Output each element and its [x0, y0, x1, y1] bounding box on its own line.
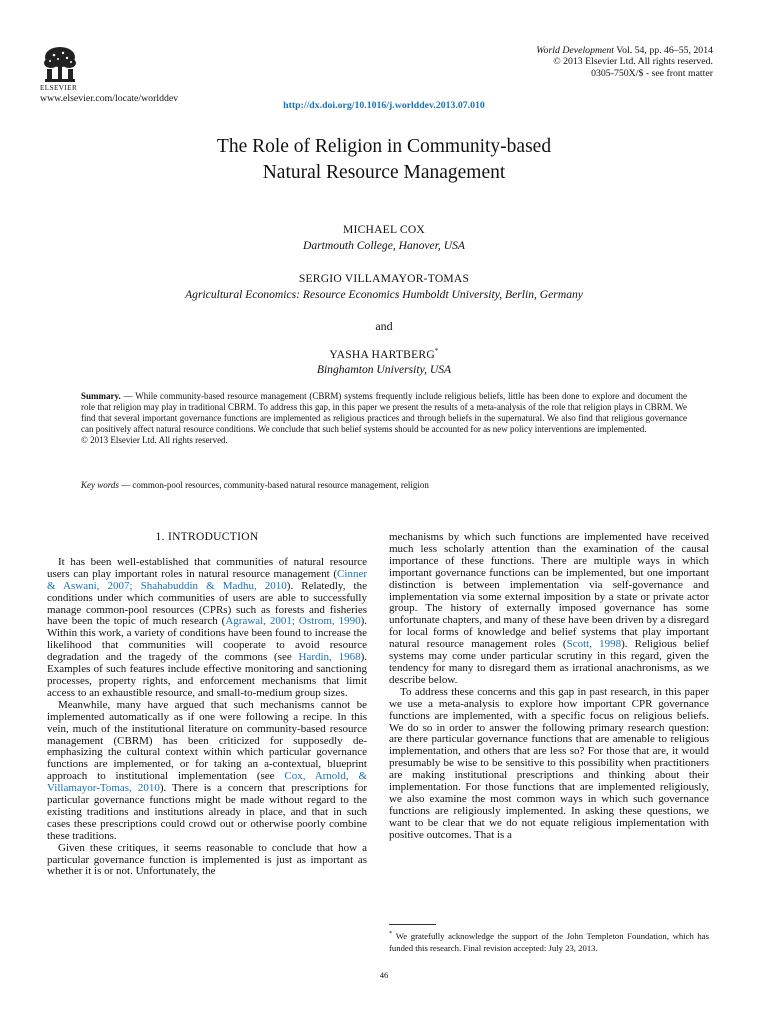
text-run: mechanisms by which such functions are implemented have received much less scholarly attention than the examination of the causal importance of these functions. There are multiple ways in which important governance functions can be implemented, but one important distinction is between implementation via self-governance and implementation via some external imposition by a state or private actor group. The history of externally imposed governance has some unfortunate chapters, and many of these have been driven by a disregard for local forms of knowledge and belief systems that play important natural resource management roles (: [389, 531, 709, 651]
author-name: SERGIO VILLAMAYOR-TOMAS: [298, 272, 470, 285]
text-run: It has been well-established that communities of natural resource users can play important roles in natural resource management (: [47, 555, 367, 580]
summary-copyright: © 2013 Elsevier Ltd. All rights reserved.: [81, 435, 228, 446]
text-run: ). Religious belief systems may come under particular scrutiny in this regard, given the tendency for many to disregard them as irrational anachronisms, as we describe below.: [389, 638, 709, 686]
keywords-dash: —: [118, 480, 133, 490]
text-run: ). There is a concern that prescriptions for particular governance functions might be made without regard to the existing traditions and institutions already in place, and that in such cases these prescriptions could crowd out or otherwise poorly combine these traditions.: [47, 782, 367, 842]
paragraph: [47, 557, 367, 700]
paragraph: Given these critiques, it seems reasonable to conclude that how a particular governance function is implemented is just as important as whether it is or not. Unfortunately, the: [47, 841, 367, 878]
footnote-divider: [389, 924, 436, 925]
keywords: [81, 480, 687, 490]
text-run: Meanwhile, many have argued that such mechanisms cannot be implemented automatically as if one were following a recipe. In this vein, much of the institutional literature on community-based resource management (CBRM) has been criticized for supposedly de-emphasizing the cultural context within which particular governance functions are implemented, or for taking an a-contextual, blueprint approach to institutional implementation (see: [47, 698, 367, 783]
author-affiliation: Dartmouth College, Hanover, USA: [303, 239, 465, 252]
citation-link[interactable]: Cinner & Aswani, 2007; Shahabuddin & Madhu, 2010: [47, 567, 367, 592]
text-run: ). Examples of such features include effective monitoring and sanctioning processes, property rights, and enforcement mechanisms that limit access to an exhaustible resource, and small-to-medium group sizes.: [47, 651, 368, 699]
volume-pages: Vol. 54, pp. 46–55, 2014: [614, 45, 713, 56]
journal-name: World Development: [536, 45, 615, 56]
author-affiliation: Binghamton University, USA: [316, 363, 452, 376]
author-name-with-footnote: [0, 347, 768, 361]
doi-link[interactable]: http://dx.doi.org/10.1016/j.worlddev.2013.07.010: [283, 100, 485, 111]
author-name: YASHA HARTBERG: [329, 347, 435, 361]
text-run: ). Within this work, a variety of conditions have been found to increase the likelihood that communities will cooperate to avoid resource degradation and the tragedy of the commons (see: [47, 615, 367, 664]
text-run: ). Relatedly, the conditions under which communities of users are able to successfully manage common-pool resources (CPRs) such as forests and fisheries have been the topic of much research (: [47, 579, 367, 628]
footnote: [389, 928, 709, 954]
publisher-name: ELSEVIER: [40, 84, 78, 92]
citation-link[interactable]: Hardin, 1968: [298, 651, 361, 664]
paragraph: [47, 700, 367, 843]
keywords-label: Key words: [81, 480, 119, 490]
footnote-marker[interactable]: *: [434, 347, 439, 355]
author-name: MICHAEL COX: [343, 223, 425, 236]
footnote-marker: *: [389, 930, 393, 937]
footnote-text: We gratefully acknowledge the support of the John Templeton Foundation, which has funded this research. Final revision accepted: July 23, 2013.: [389, 930, 710, 953]
journal-citation: [536, 45, 713, 79]
author-affiliation: Agricultural Economics: Resource Economics Humboldt University, Berlin, Germany: [185, 288, 583, 301]
journal-volume-line: [536, 45, 713, 56]
article-title: [0, 134, 768, 186]
paragraph: [389, 532, 709, 687]
journal-url[interactable]: www.elsevier.com/locate/worlddev: [40, 93, 179, 104]
elsevier-tree-logo: [41, 45, 79, 85]
summary-dash: —: [120, 391, 136, 401]
paragraph: To address these concerns and this gap in past research, in this paper we use a meta-analysis to explore how important CPR governance functions are implemented, with a specific focus on religious beliefs. We do so in order to answer the following primary research question: are there particular governance functions that are amenable to religious implementation, and others that are less so? For those that are, it would presumably be wise to be sensitive to this possibility when practitioners are making institutional prescriptions and thinking about their implementation. For those functions that are implemented religiously, we also examine the most common ways in which such governance functions are religiously implemented. In asking these questions, we want to be clear that we do not equate religious implementation with positive outcomes. That is a: [389, 685, 709, 841]
copyright-line: © 2013 Elsevier Ltd. All rights reserved.: [553, 56, 713, 68]
section-heading: 1. INTRODUCTION: [155, 531, 259, 543]
right-column: [389, 532, 709, 842]
page-number: 46: [379, 970, 389, 980]
citation-link[interactable]: Cox, Arnold, & Villamayor-Tomas, 2010: [47, 770, 368, 795]
title-line-2: Natural Resource Management: [262, 162, 506, 183]
abstract: [81, 391, 687, 446]
issn-line: 0305-750X/$ - see front matter: [591, 67, 713, 79]
citation-link[interactable]: Scott, 1998: [566, 638, 622, 651]
citation-link[interactable]: Agrawal, 2001; Ostrom, 1990: [225, 615, 361, 628]
summary-label: Summary.: [81, 391, 121, 401]
title-line-1: The Role of Religion in Community-based: [216, 136, 552, 157]
and-separator: and: [375, 319, 393, 333]
summary-text: While community-based resource management (CBRM) systems frequently include religious beliefs, little has been done to explore and document the role that religion may play in traditional CBRM. To address this gap, in this paper we present the results of a meta-analysis of the role that religion plays in CBRM. We find that several important governance functions are implemented as religious practices and through beliefs in the supernatural. We also find that religious governance can positively affect natural resource conditions. We conclude that such belief systems should be accounted for as new policy interventions are implemented.: [81, 391, 687, 435]
keywords-text: common-pool resources, community-based natural resource management, religion: [132, 480, 429, 490]
left-column: [47, 532, 367, 878]
